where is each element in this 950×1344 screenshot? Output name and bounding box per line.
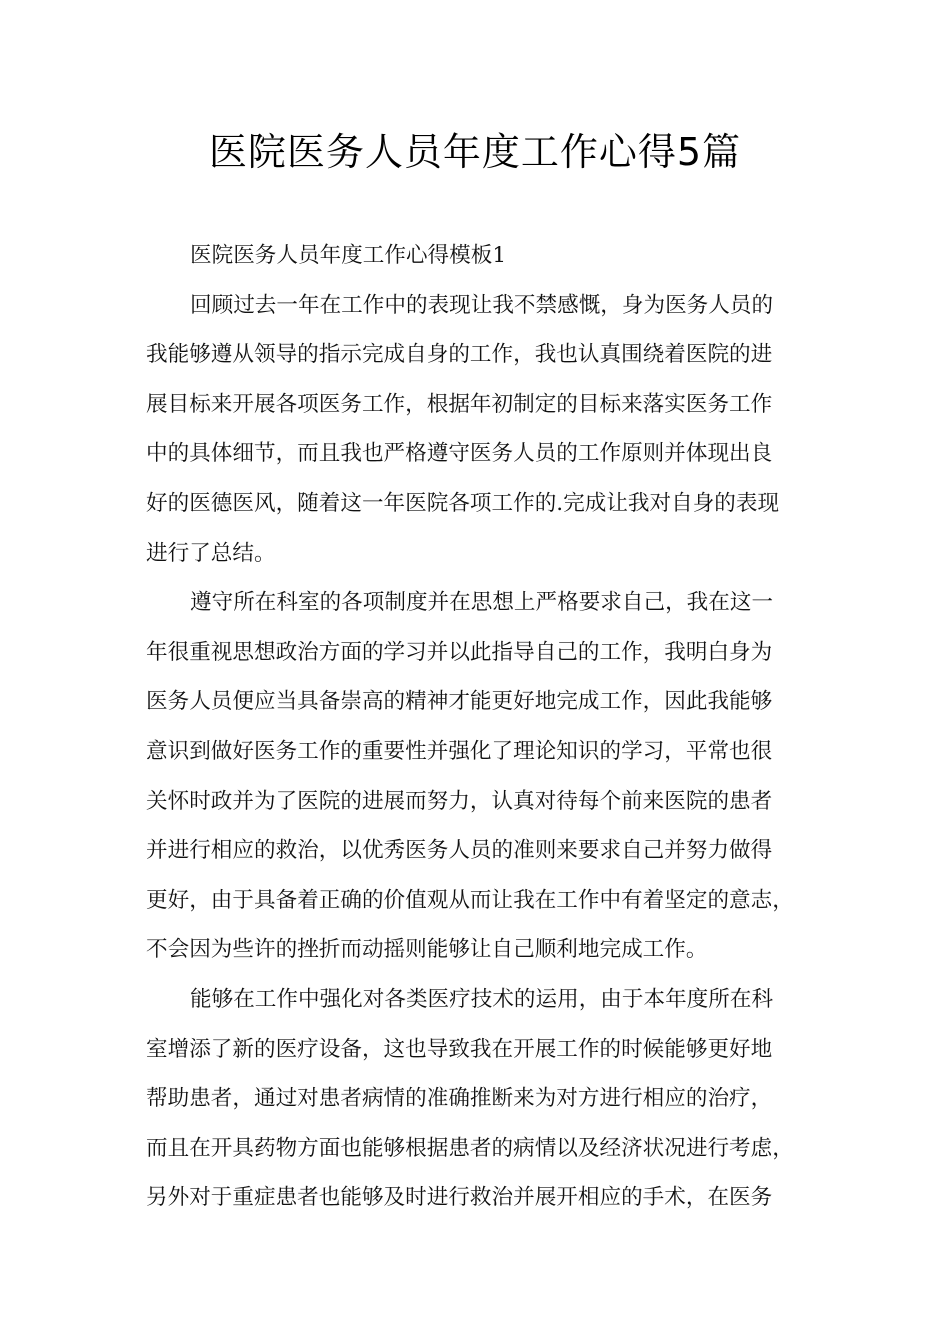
body-line: 不会因为些许的挫折而动摇则能够让自己顺利地完成工作。 xyxy=(146,937,708,963)
body-line: 医院医务人员年度工作心得模板1 xyxy=(190,243,507,268)
body-line: 中的具体细节，而且我也严格遵守医务人员的工作原则并体现出良 xyxy=(146,441,773,467)
body-line: 而且在开具药物方面也能够根据患者的病情以及经济状况进行考虑， xyxy=(146,1135,794,1161)
body-line: 遵守所在科室的各项制度并在思想上严格要求自己，我在这一 xyxy=(190,590,774,616)
body-line: 年很重视思想政治方面的学习并以此指导自己的工作，我明白身为 xyxy=(146,639,773,665)
body-line: 医务人员便应当具备崇高的精神才能更好地完成工作，因此我能够 xyxy=(146,689,773,715)
body-line: 意识到做好医务工作的重要性并强化了理论知识的学习，平常也很 xyxy=(146,738,773,764)
body-line: 帮助患者，通过对患者病情的准确推断来为对方进行相应的治疗， xyxy=(146,1086,773,1112)
body-line: 展目标来开展各项医务工作，根据年初制定的目标来落实医务工作 xyxy=(146,391,773,417)
document-title: 医院医务人员年度工作心得5篇 xyxy=(208,130,742,174)
body-line: 更好，由于具备着正确的价值观从而让我在工作中有着坚定的意志， xyxy=(146,887,794,913)
body-line: 室增添了新的医疗设备，这也导致我在开展工作的时候能够更好地 xyxy=(146,1036,773,1062)
body-line: 我能够遵从领导的指示完成自身的工作，我也认真围绕着医院的进 xyxy=(146,342,773,368)
body-line: 并进行相应的救治，以优秀医务人员的准则来要求自己并努力做得 xyxy=(146,838,773,864)
body-line: 好的医德医风，随着这一年医院各项工作的.完成让我对自身的表现 xyxy=(146,490,780,516)
body-line: 回顾过去一年在工作中的表现让我不禁感慨，身为医务人员的 xyxy=(190,292,774,318)
body-line: 关怀时政并为了医院的进展而努力，认真对待每个前来医院的患者 xyxy=(146,788,773,814)
document-body xyxy=(146,231,818,1223)
body-line: 能够在工作中强化对各类医疗技术的运用，由于本年度所在科 xyxy=(190,986,774,1012)
body-line: 另外对于重症患者也能够及时进行救治并展开相应的手术，在医务 xyxy=(146,1185,773,1211)
body-line: 进行了总结。 xyxy=(146,540,276,566)
